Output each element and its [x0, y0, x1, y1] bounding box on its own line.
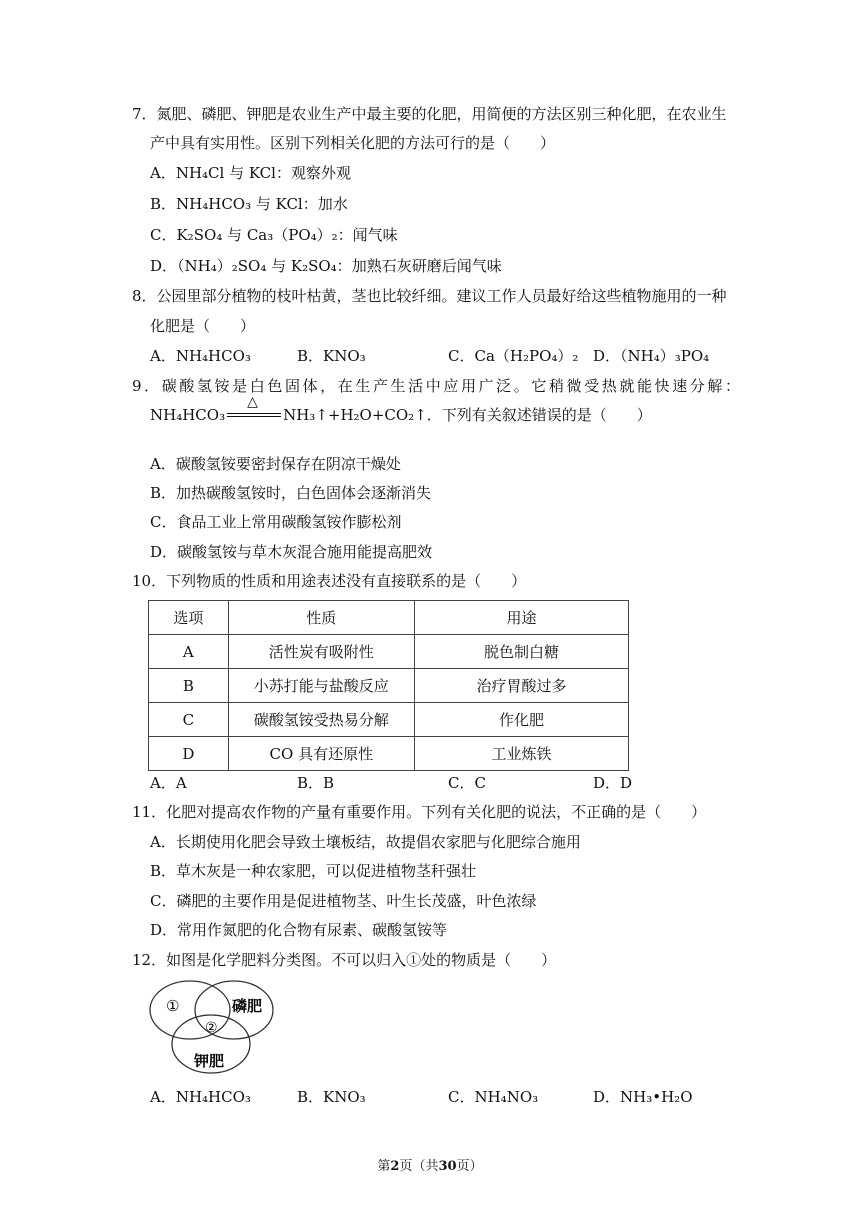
table-cell: 小苏打能与盐酸反应 [228, 669, 414, 703]
q7-option-c: C．K₂SO₄ 与 Ca₃（PO₄）₂：闻气味 [150, 226, 398, 244]
q11-stem: 11．化肥对提高农作物的产量有重要作用。下列有关化肥的说法，不正确的是（ ） [132, 803, 707, 821]
q12-stem: 12．如图是化学肥料分类图。不可以归入①处的物质是（ ） [132, 951, 557, 969]
q8-option-c: C．Ca（H₂PO₄）₂ [448, 347, 579, 365]
q8-option-b: B．KNO₃ [297, 347, 366, 365]
table-header-cell: 用途 [414, 601, 628, 635]
q11-option-a: A．长期使用化肥会导致土壤板结，故提倡农家肥与化肥综合施用 [150, 833, 581, 851]
q7-option-b: B．NH₄HCO₃ 与 KCl：加水 [150, 195, 348, 213]
footer-suffix: 页） [456, 1159, 483, 1174]
fertilizer-venn-diagram [148, 978, 278, 1078]
q9-option-c: C．食品工业上常用碳酸氢铵作膨松剂 [150, 513, 402, 531]
venn-label-2: ② [205, 1020, 218, 1036]
q11-option-b: B．草木灰是一种农家肥，可以促进植物茎秆强壮 [150, 862, 477, 880]
q8-stem-line1: 8．公园里部分植物的枝叶枯黄，茎也比较纤细。建议工作人员最好给这些植物施用的一种 [132, 287, 727, 305]
q7-stem-line2: 产中具有实用性。区别下列相关化肥的方法可行的是（ ） [150, 134, 556, 152]
table-header-cell: 选项 [149, 601, 229, 635]
table-cell: 治疗胃酸过多 [414, 669, 628, 703]
q10-stem: 10．下列物质的性质和用途表述没有直接联系的是（ ） [132, 572, 527, 590]
q9-stem-line1: 9．碳酸氢铵是白色固体，在生产生活中应用广泛。它稍微受热就能快速分解： [132, 377, 743, 395]
footer-total-pages: 30 [438, 1159, 457, 1174]
table-cell: A [149, 635, 229, 669]
q10-option-c: C．C [448, 774, 486, 792]
reaction-arrow [225, 394, 283, 425]
equals-line-bottom [227, 416, 281, 417]
table-row [149, 635, 629, 669]
q11-option-d: D．常用作氮肥的化合物有尿素、碳酸氢铵等 [150, 921, 448, 939]
table-cell: 脱色制白糖 [414, 635, 628, 669]
equation-reactant: NH₄HCO₃ [150, 406, 226, 424]
page-footer [0, 1158, 860, 1176]
q12-option-d: D．NH₃•H₂O [593, 1088, 693, 1106]
table-cell: CO 具有还原性 [228, 737, 414, 771]
q7-option-a: A．NH₄Cl 与 KCl：观察外观 [150, 164, 351, 182]
table-cell: 碳酸氢铵受热易分解 [228, 703, 414, 737]
table-cell: C [149, 703, 229, 737]
q12-option-c: C．NH₄NO₃ [448, 1088, 539, 1106]
table-header-cell: 性质 [228, 601, 414, 635]
venn-label-potash: 钾肥 [194, 1052, 225, 1070]
table-cell: B [149, 669, 229, 703]
equals-line-top [227, 413, 281, 414]
table-header-row [149, 601, 629, 635]
footer-page-number: 2 [390, 1159, 400, 1174]
table-row [149, 737, 629, 771]
table-row [149, 703, 629, 737]
table-cell: D [149, 737, 229, 771]
q9-option-d: D．碳酸氢铵与草木灰混合施用能提高肥效 [150, 543, 433, 561]
q10-option-a: A．A [150, 774, 187, 792]
equation-products: NH₃↑+H₂O+CO₂↑．下列有关叙述错误的是（ ） [283, 406, 652, 424]
venn-circle-1 [150, 981, 230, 1039]
footer-mid: 页（共 [399, 1159, 439, 1174]
q9-equation [150, 394, 652, 425]
q7-stem-line1: 7．氮肥、磷肥、钾肥是农业生产中最主要的化肥，用简便的方法区别三种化肥，在农业生 [132, 105, 727, 123]
venn-label-phosphate: 磷肥 [232, 997, 263, 1015]
q10-option-b: B．B [297, 774, 335, 792]
table-cell: 工业炼铁 [414, 737, 628, 771]
q12-option-b: B．KNO₃ [297, 1088, 366, 1106]
q12-option-a: A．NH₄HCO₃ [150, 1088, 251, 1106]
heat-condition-icon: △ [247, 394, 258, 410]
q9-option-a: A．碳酸氢铵要密封保存在阴凉干燥处 [150, 455, 401, 473]
q7-option-d: D．（NH₄）₂SO₄ 与 K₂SO₄：加熟石灰研磨后闻气味 [150, 257, 502, 275]
q8-option-a: A．NH₄HCO₃ [150, 347, 251, 365]
venn-label-1: ① [166, 997, 180, 1015]
q10-table [148, 600, 629, 771]
table-row [149, 669, 629, 703]
footer-prefix: 第 [377, 1159, 391, 1174]
q8-stem-line2: 化肥是（ ） [150, 317, 256, 335]
q9-option-b: B．加热碳酸氢铵时，白色固体会逐渐消失 [150, 484, 432, 502]
table-cell: 作化肥 [414, 703, 628, 737]
table-cell: 活性炭有吸附性 [228, 635, 414, 669]
q11-option-c: C．磷肥的主要作用是促进植物茎、叶生长茂盛，叶色浓绿 [150, 892, 537, 910]
q8-option-d: D．（NH₄）₃PO₄ [593, 347, 710, 365]
q10-option-d: D．D [593, 774, 633, 792]
